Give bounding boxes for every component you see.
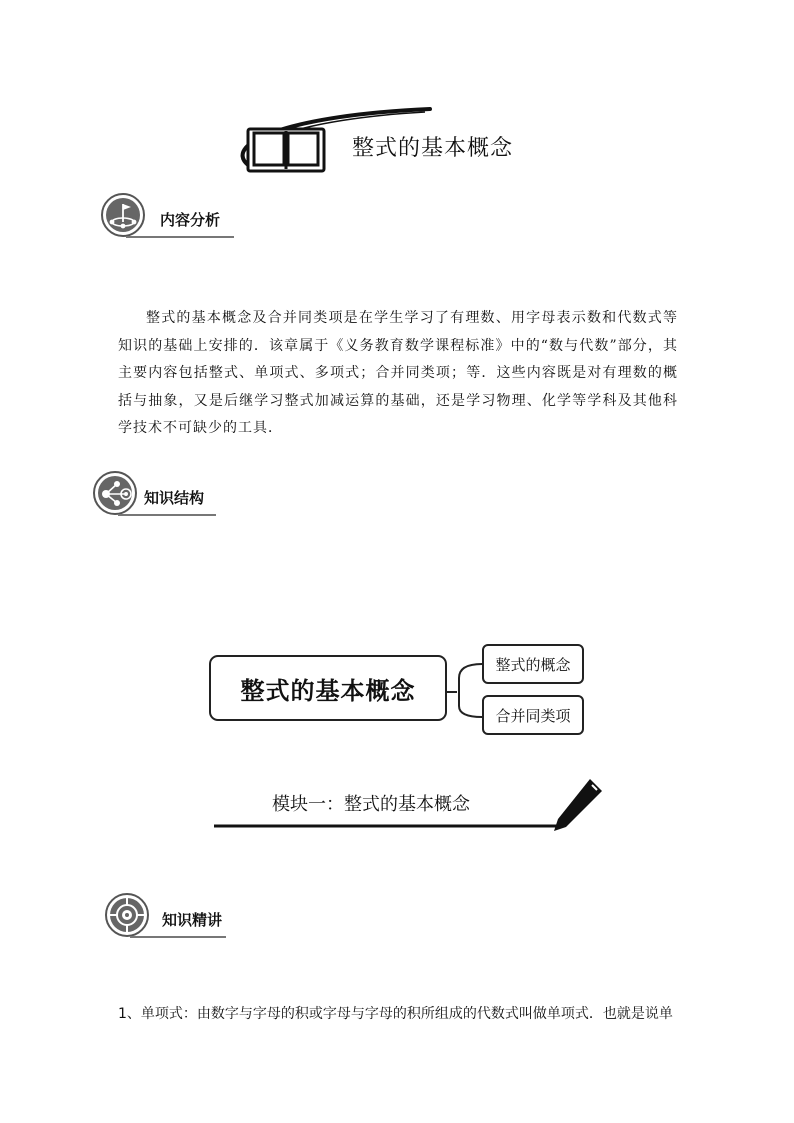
section-header-knowledge-structure bbox=[92, 470, 222, 520]
section-underline bbox=[118, 514, 216, 516]
crosshair-target-icon bbox=[104, 892, 150, 938]
mind-map-connector bbox=[447, 660, 483, 732]
section-underline bbox=[130, 936, 226, 938]
body-text-line: 1、单项式：由数字与字母的积或字母与字母的积所组成的代数式叫做单项式．也就是说单 bbox=[118, 1006, 673, 1022]
section-header-knowledge-explanation bbox=[104, 892, 234, 942]
module-title: 模块一：整式的基本概念 bbox=[272, 794, 470, 815]
intro-paragraph: 整式的基本概念及合并同类项是在学生学习了有理数、用字母表示数和代数式等知识的基础上安排的．该章属于《义务教育数学课程标准》中的“数与代数”部分，其主要内容包括整式、单项式、多项式；合并同类项；等．这些内容既是对有理数的概括与抽象，又是后继学习整式加减运算的基础，还是学习物理、化学等学科及其他科学技术不可缺少的工具． bbox=[118, 310, 678, 436]
section-underline bbox=[126, 236, 234, 238]
section-title: 知识精讲 bbox=[162, 911, 223, 929]
mind-map-main-node: 整式的基本概念 bbox=[209, 655, 447, 721]
mind-map-branch-node: 整式的概念 bbox=[482, 644, 584, 684]
section-title: 内容分析 bbox=[160, 211, 221, 229]
open-book-icon bbox=[246, 125, 326, 175]
network-nodes-icon bbox=[92, 470, 138, 516]
section-title: 知识结构 bbox=[144, 489, 205, 507]
page-title: 整式的基本概念 bbox=[352, 136, 514, 161]
pencil-icon bbox=[550, 775, 610, 835]
section-header-content-analysis bbox=[100, 192, 240, 242]
flag-target-icon bbox=[100, 192, 146, 238]
mind-map-branch-node: 合并同类项 bbox=[482, 695, 584, 735]
title-banner bbox=[230, 105, 540, 175]
